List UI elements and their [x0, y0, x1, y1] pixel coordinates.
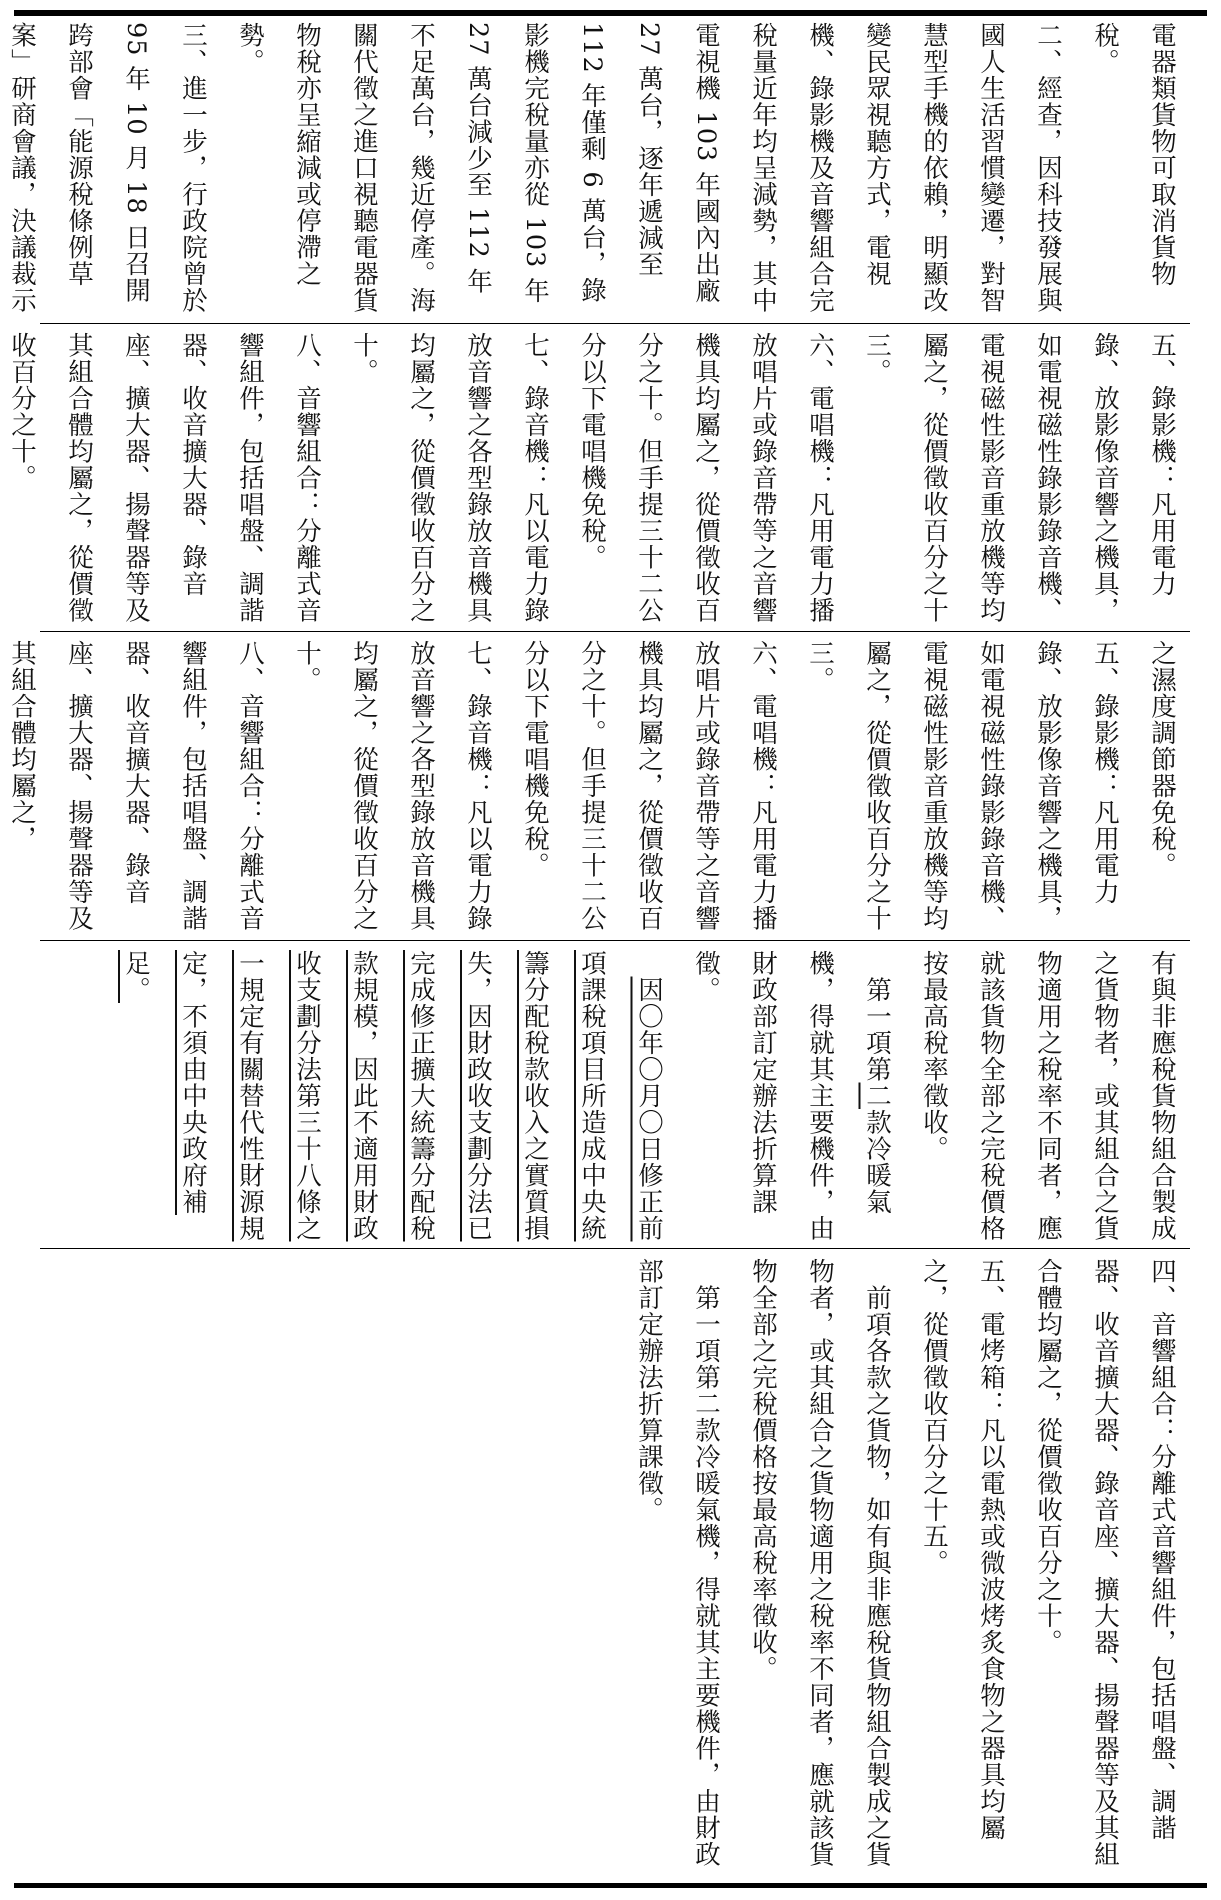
- top-rule: [14, 10, 1207, 16]
- paragraph: [791, 640, 1133, 932]
- text-band-1: [7, 22, 1200, 317]
- vertical-text-column: [0, 640, 1190, 932]
- paragraph: [1019, 1258, 1190, 1874]
- text-band-5: [22, 1258, 1200, 1874]
- text-segment: 七、錄音機：凡以電力錄放音響之各型錄放音機具均屬之，從價徵收百分之十。: [292, 640, 493, 932]
- vertical-text-column: [620, 1258, 1190, 1874]
- paragraph: [1076, 22, 1190, 317]
- text-segment: 五、電烤箱：凡以電熱或微波烤炙食物之器具均屬之，從價徵收百分之十五。: [919, 1258, 1006, 1841]
- paragraph: [563, 332, 848, 624]
- paragraph: [620, 1258, 734, 1874]
- band-divider: [40, 1248, 1190, 1249]
- paragraph: [677, 950, 905, 1242]
- paragraph: [905, 950, 1190, 1242]
- paragraph: [506, 640, 791, 932]
- vertical-text-column: [0, 22, 1190, 317]
- band-divider: [40, 631, 1190, 632]
- paragraph: [0, 332, 335, 624]
- text-segment: 六、電唱機：凡用電力播放唱片或錄音帶等之音響機具均屬之，從價徵收百分之十。但手提三十二公分以下電唱機免稅。: [520, 640, 778, 932]
- text-segment: 五、錄影機：凡用電力錄、放影像音響之機具，如電視磁性錄影錄音機、電視磁性影音重放機等均屬之，從價徵收百分之十三。: [862, 332, 1177, 624]
- text-segment: 電器類貨物可取消貨物稅。: [1090, 22, 1177, 287]
- text-segment: 第一項第: [862, 950, 892, 1083]
- text-segment: 四、音響組合：分離式音響組件，包括唱盤、調諧器、收音擴大器、錄音座、擴大器、揚聲器等及其組合體均屬之，從價徵收百分之十。: [1033, 1258, 1177, 1868]
- vertical-text-column: [107, 950, 1190, 1242]
- paragraph: [905, 1258, 1019, 1874]
- paragraph: [0, 640, 278, 932]
- bottom-rule: [14, 1883, 1207, 1888]
- band-divider: [40, 940, 1190, 941]
- underlined-text: 二: [862, 1082, 892, 1109]
- underlined-text: 因〇年〇月〇日修正前項課稅項目所造成中央統籌分配稅款收入之實質損失，因財政收支劃分法已完成修正擴大統籌分配稅款規模，因此不適用財政收支劃分法第三十八條之一規定有關替代性財源規定，不須由中央政府補足。: [121, 950, 664, 1242]
- text-segment: 八、音響組合：分離式音響組件，包括唱盤、調諧器、收音擴大器、錄音座、擴大器、揚聲器等及其組合體均屬之，: [7, 640, 265, 932]
- text-segment: 前項各款之貨物，如有與非應稅貨物組合製成之貨物者，或其組合之貨物適用之稅率不同者，應就該貨物全部之完稅價格按最高稅率徵收。: [748, 1258, 892, 1868]
- paragraph: [848, 332, 1190, 624]
- paragraph: [335, 332, 563, 624]
- text-segment: 款冷暖氣機，得就其主要機件，由財政部訂定辦法折算課徵。: [691, 950, 892, 1242]
- text-segment: 七、錄音機：凡以電力錄放音響之各型錄放音機具均屬之，從價徵收百分之十。: [349, 332, 550, 624]
- band-divider: [40, 323, 1190, 324]
- paragraph: [107, 950, 677, 1242]
- paragraph: [221, 22, 1076, 317]
- text-segment: 六、電唱機：凡用電力播放唱片或錄音帶等之音響機具均屬之，從價徵收百分之十。但手提三十二公分以下電唱機免稅。: [577, 332, 835, 624]
- text-segment: 五、錄影機：凡用電力錄、放影像音響之機具，如電視磁性錄影錄音機、電視磁性影音重放機等均屬之，從價徵收百分之十三。: [805, 640, 1120, 932]
- paragraph: [1133, 640, 1190, 932]
- text-segment: 三、進一步，行政院曾於 95 年 10 月 18 日召開跨部會「能源稅條例草案」研商會議，決議裁示: [7, 22, 208, 314]
- text-segment: 第一項第二款冷暖氣機，得就其主要機件，由財政部訂定辦法折算課徵。: [634, 1258, 721, 1868]
- text-segment: [634, 950, 664, 977]
- paragraph: [734, 1258, 905, 1874]
- text-segment: 二、經查，因科技發展與國人生活習慣變遷，對智慧型手機的依賴，明顯改變民眾視聽方式，電視機、錄影機及音響組合完稅量近年均呈減勢，其中電視機 103 年國內出廠 27 萬台，逐年遞減至 112 年僅剩 6 萬台，錄影機完稅量亦從 103 年 27 萬台減少至 112 年不足萬台，幾近停產。海關代徵之進口視聽電器貨物稅亦呈縮減或停滯之勢。: [235, 22, 1063, 314]
- text-band-4: [22, 950, 1200, 1242]
- text-segment: 八、音響組合：分離式音響組件，包括唱盤、調諧器、收音擴大器、錄音座、擴大器、揚聲器等及其組合體均屬之，從價徵收百分之十。: [7, 332, 322, 624]
- paragraph: [0, 22, 221, 317]
- text-segment: 有與非應稅貨物組合製成之貨物者，或其組合之貨物適用之稅率不同者，應就該貨物全部之完稅價格按最高稅率徵收。: [919, 950, 1177, 1242]
- text-band-2: [7, 332, 1200, 624]
- text-segment: 之濕度調節器免稅。: [1147, 640, 1177, 879]
- vertical-text-column: [0, 332, 1190, 624]
- text-band-3: [7, 640, 1200, 932]
- paragraph: [278, 640, 506, 932]
